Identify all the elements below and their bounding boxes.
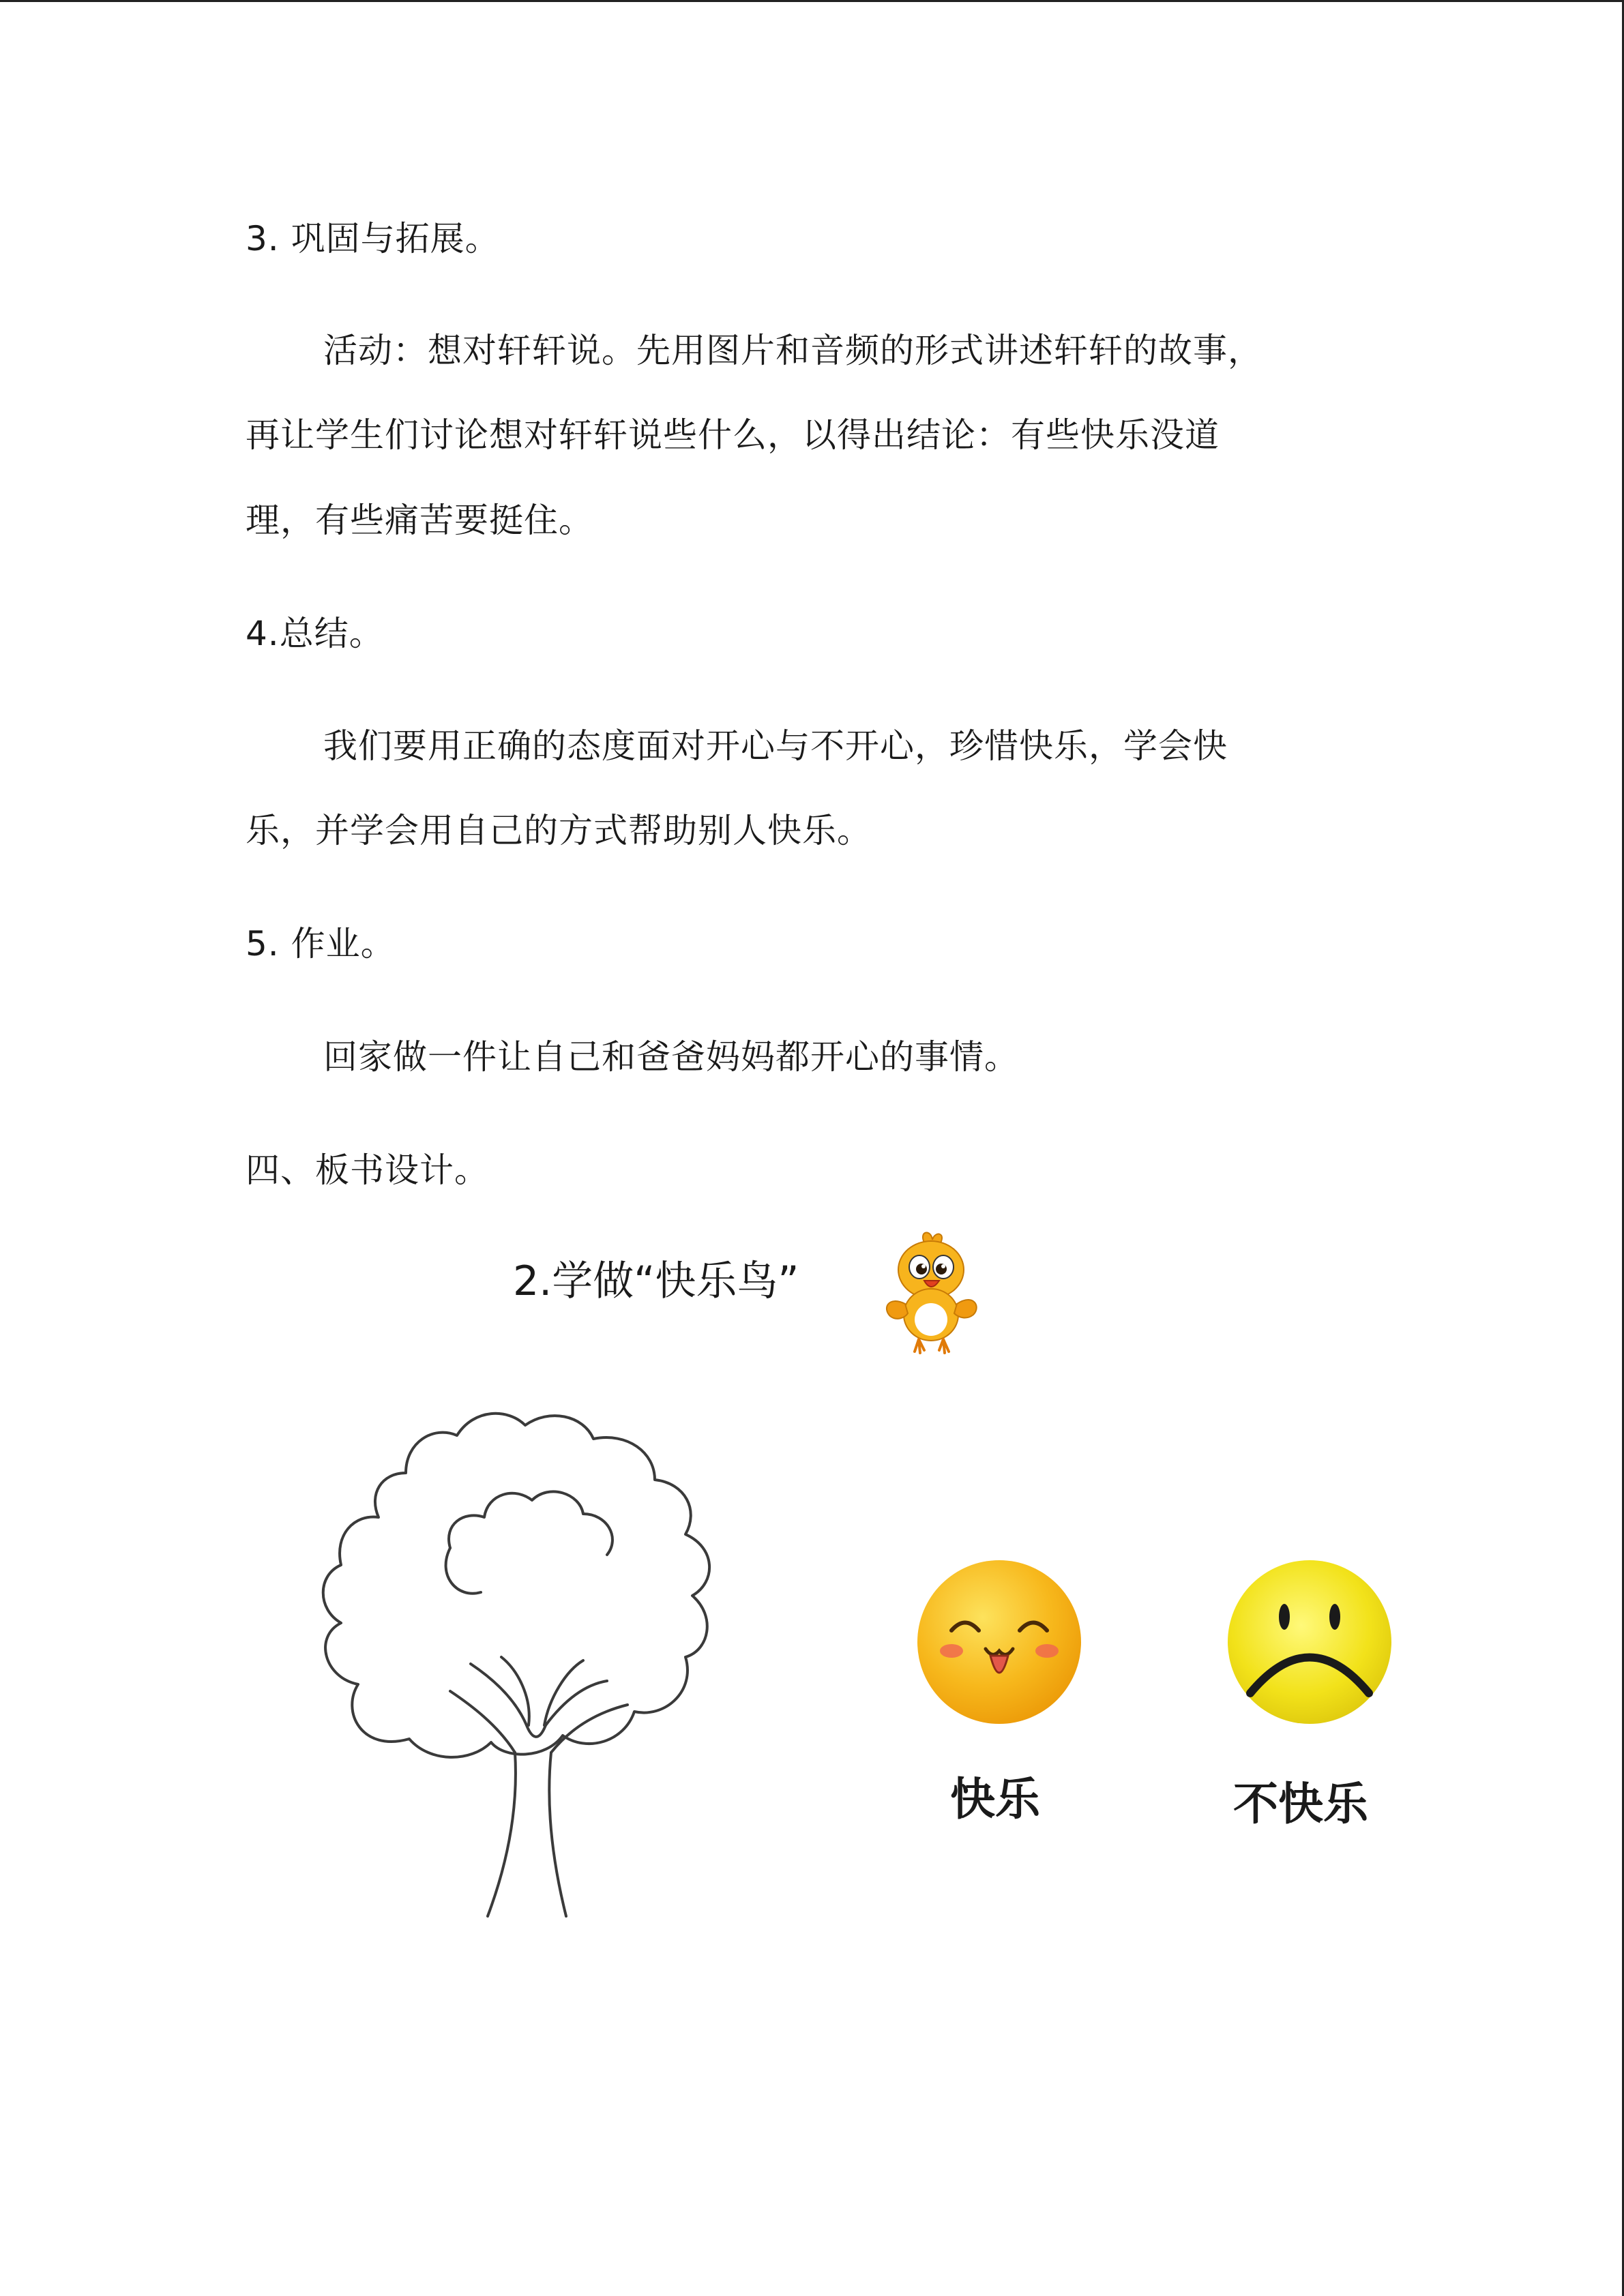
section-4-paragraph-line-1: 我们要用正确的态度面对开心与不开心，珍惜快乐，学会快 (323, 726, 1228, 766)
section-4-heading: 4.总结。 (246, 614, 384, 653)
section-3-paragraph-line-3: 理，有些痛苦要挺住。 (246, 501, 593, 540)
unhappy-label: 不快乐 (1233, 1778, 1368, 1830)
page-border-top (0, 0, 1624, 2)
happy-label: 快乐 (950, 1773, 1040, 1825)
section-3-paragraph-line-2: 再让学生们讨论想对轩轩说些什么，以得出结论：有些快乐没道 (246, 415, 1220, 455)
sad-face-icon (1224, 1557, 1395, 1727)
section-5-heading: 5. 作业。 (246, 924, 396, 964)
part-4-heading: 四、板书设计。 (246, 1150, 489, 1190)
section-3-heading: 3. 巩固与拓展。 (246, 219, 500, 258)
happy-face-icon (914, 1557, 1084, 1727)
section-3-paragraph-line-1: 活动：想对轩轩说。先用图片和音频的形式讲述轩轩的故事， (323, 331, 1263, 370)
tree-outline (246, 1371, 846, 1930)
section-4-paragraph-line-2: 乐，并学会用自己的方式帮助别人快乐。 (246, 811, 872, 850)
section-5-paragraph-line-1: 回家做一件让自己和爸爸妈妈都开心的事情。 (323, 1037, 1019, 1077)
board-title: 2.学做“快乐鸟” (513, 1257, 799, 1305)
cartoon-bird-icon (876, 1227, 986, 1357)
